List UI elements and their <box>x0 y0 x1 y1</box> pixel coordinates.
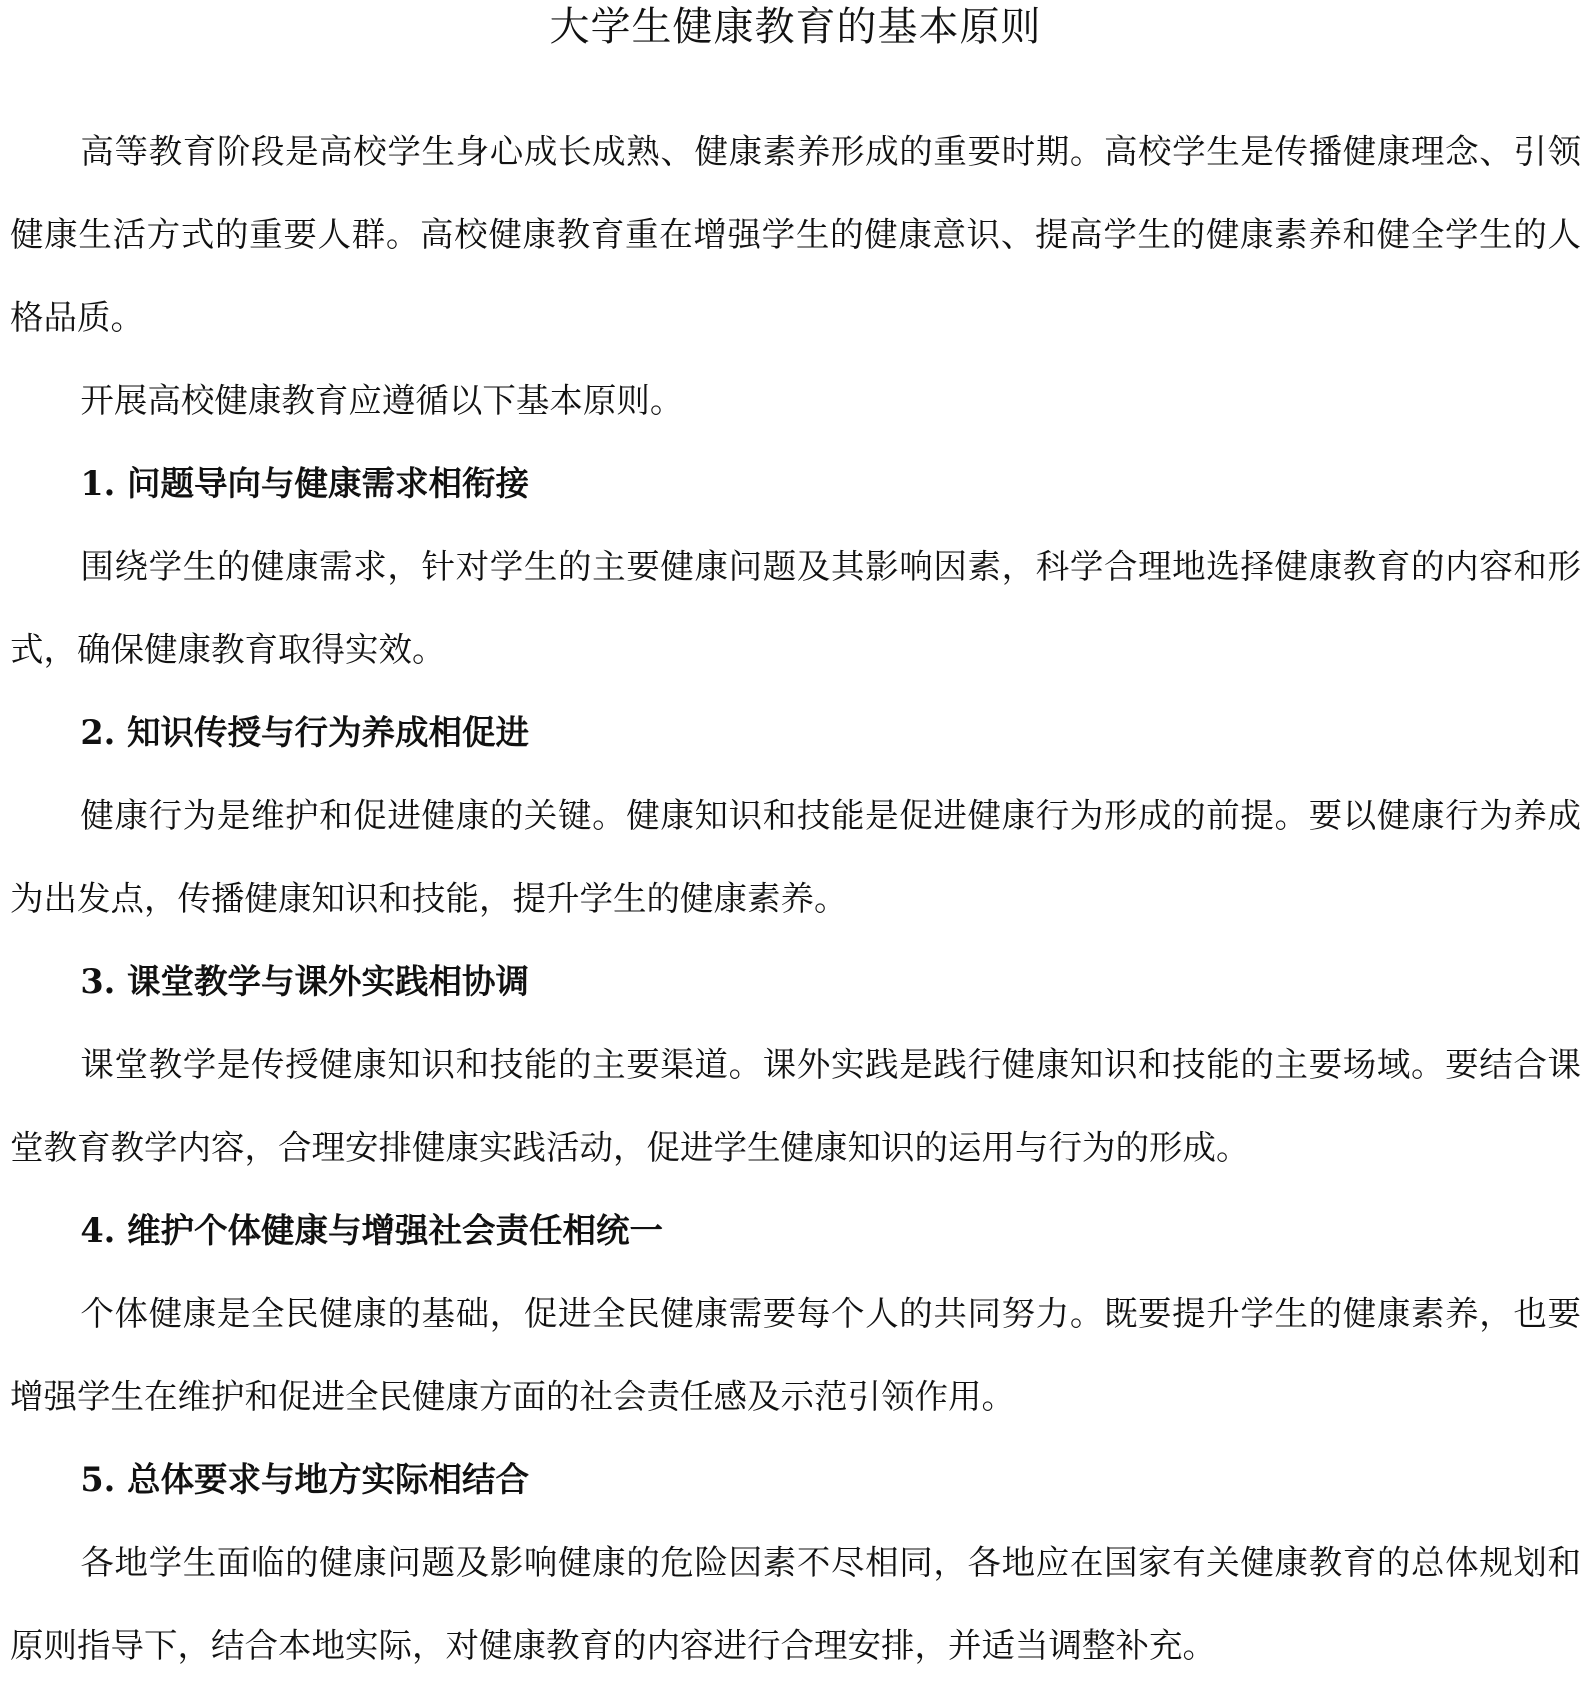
principles-lead-paragraph: 开展高校健康教育应遵循以下基本原则。 <box>80 381 684 420</box>
section-body-4: 个体健康是全民健康的基础，促进全民健康需要每个人的共同努力。既要提升学生的健康素养，也要增强学生在维护和促进全民健康方面的社会责任感及示范引领作用。 <box>10 1294 1581 1416</box>
section-heading-5: 5. 总体要求与地方实际相结合 <box>80 1460 529 1499</box>
document-body <box>10 110 1581 1687</box>
section-heading-2: 2. 知识传授与行为养成相促进 <box>80 713 529 752</box>
section-heading-4: 4. 维护个体健康与增强社会责任相统一 <box>80 1211 663 1250</box>
document-title: 大学生健康教育的基本原则 <box>549 4 1042 50</box>
section-heading-3: 3. 课堂教学与课外实践相协调 <box>80 962 529 1001</box>
section-heading-1: 1. 问题导向与健康需求相衔接 <box>80 464 529 503</box>
section-body-1: 围绕学生的健康需求，针对学生的主要健康问题及其影响因素，科学合理地选择健康教育的内容和形式，确保健康教育取得实效。 <box>10 547 1581 669</box>
section-body-5: 各地学生面临的健康问题及影响健康的危险因素不尽相同，各地应在国家有关健康教育的总体规划和原则指导下，结合本地实际，对健康教育的内容进行合理安排，并适当调整补充。 <box>10 1543 1581 1665</box>
section-body-2: 健康行为是维护和促进健康的关键。健康知识和技能是促进健康行为形成的前提。要以健康行为养成为出发点，传播健康知识和技能，提升学生的健康素养。 <box>10 796 1581 918</box>
intro-paragraph: 高等教育阶段是高校学生身心成长成熟、健康素养形成的重要时期。高校学生是传播健康理念、引领健康生活方式的重要人群。高校健康教育重在增强学生的健康意识、提高学生的健康素养和健全学生的人格品质。 <box>10 132 1581 337</box>
section-body-3: 课堂教学是传授健康知识和技能的主要渠道。课外实践是践行健康知识和技能的主要场域。要结合课堂教育教学内容，合理安排健康实践活动，促进学生健康知识的运用与行为的形成。 <box>10 1045 1581 1167</box>
